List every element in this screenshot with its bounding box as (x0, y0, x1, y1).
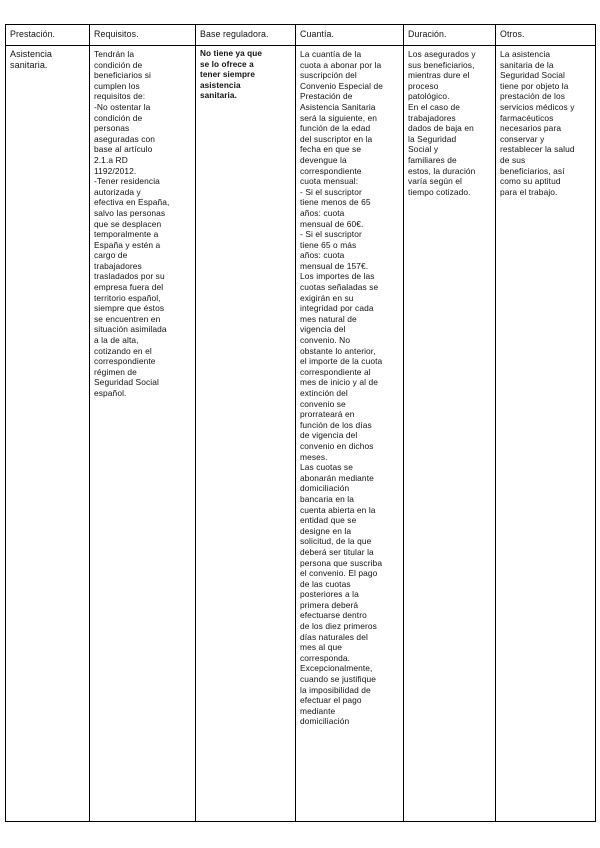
header-cuantia: Cuantía. (296, 25, 404, 46)
cell-base-reguladora (196, 46, 296, 822)
prestacion-text: Asistencia sanitaria. (10, 49, 53, 70)
base-reguladora-text: No tiene ya que se lo ofrece a tener siempre asistencia sanitaria. (200, 49, 263, 101)
header-otros: Otros. (496, 25, 596, 46)
header-prestacion: Prestación. (6, 25, 90, 46)
otros-text: La asistencia sanitaria de la Seguridad Social tiene por objeto la prestación de los servicios médicos y farmacéuticos necesarios para conservar y restablecer la salud de sus beneficiarios, así como su aptitud para el trabajo. (500, 49, 575, 197)
header-base-reguladora: Base reguladora. (196, 25, 296, 46)
requisitos-text: Tendrán la condición de beneficiarios si cumplen los requisitos de: -No ostentar la condición de personas aseguradas con base al artículo 2.1.a RD 1192/2012. -Tener residencia autorizada y efectiva en España, salvo las personas que se desplacen temporalmente a España y estén a cargo de trabajadores trasladados por su empresa fuera del territorio español, siempre que éstos se encuentren en situación asimilada a la de alta, cotizando en el correspondiente régimen de Seguridad Social español. (94, 49, 170, 398)
cuantia-text: La cuantía de la cuota a abonar por la suscripción del Convenio Especial de Prestación de Asistencia Sanitaria será la siguiente, en función de la edad del suscriptor en la fecha en que se devengue la correspondiente cuota mensual: - Si el suscriptor tiene menos de 65 años: cuota mensual de 60€. - Si el suscriptor tiene 65 o más años: cuota mensual de 157€. Los importes de las cuotas señaladas se exigirán en su integridad por cada mes natural de vigencia del convenio. No obstante lo anterior, el importe de la cuota correspondiente al mes de inicio y al de extinción del convenio se prorrateará en función de los días de vigencia del convenio en dichos meses. Las cuotas se abonarán mediante domiciliación bancaria en la cuenta abierta en la entidad que se designe en la solicitud, de la que deberá ser titular la persona que suscriba el convenio. El pago de las cuotas posteriores a la primera deberá efectuarse dentro de los diez primeros días naturales del mes al que corresponda. Excepcionalmente, cuando se justifique la imposibilidad de efectuar el pago mediante domiciliación (300, 49, 384, 727)
cell-prestacion (6, 46, 90, 822)
header-requisitos: Requisitos. (90, 25, 196, 46)
cell-requisitos (90, 46, 196, 822)
cell-otros (496, 46, 596, 822)
cell-duracion (404, 46, 496, 822)
benefits-table (5, 24, 596, 822)
table-row (6, 46, 596, 822)
cell-cuantia (296, 46, 404, 822)
table-header-row (6, 25, 596, 46)
header-duracion: Duración. (404, 25, 496, 46)
duracion-text: Los asegurados y sus beneficiarios, mientras dure el proceso patológico. En el caso de trabajadores dados de baja en la Seguridad Social y familiares de estos, la duración varía según el tiempo cotizado. (408, 49, 476, 197)
